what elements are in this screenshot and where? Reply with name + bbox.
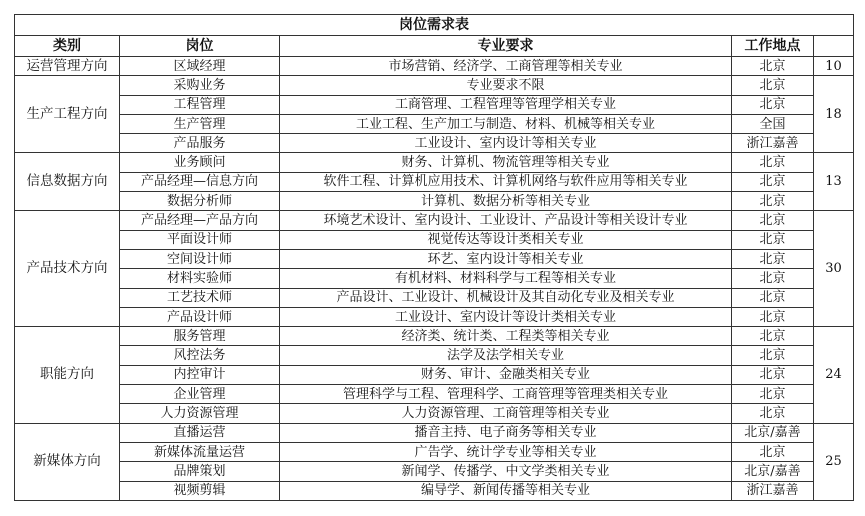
position-cell: 服务管理: [120, 327, 280, 346]
header-count: [814, 36, 854, 57]
table-row: [15, 365, 854, 384]
location-cell: 北京: [732, 57, 814, 76]
location-cell: 全国: [732, 114, 814, 133]
table-row: [15, 192, 854, 211]
location-cell: 北京: [732, 385, 814, 404]
location-cell: 北京: [732, 192, 814, 211]
location-cell: 北京: [732, 269, 814, 288]
position-cell: 产品服务: [120, 134, 280, 153]
position-cell: 风控法务: [120, 346, 280, 365]
headcount-cell: 30: [814, 211, 854, 327]
requirement-cell: 财务、计算机、物流管理等相关专业: [280, 153, 732, 172]
requirement-cell: 有机材料、材料科学与工程等相关专业: [280, 269, 732, 288]
position-cell: 产品经理—产品方向: [120, 211, 280, 230]
table-row: [15, 423, 854, 442]
table-row: [15, 327, 854, 346]
requirement-cell: 工业设计、室内设计等相关专业: [280, 134, 732, 153]
position-cell: 数据分析师: [120, 192, 280, 211]
category-cell: 产品技术方向: [15, 211, 120, 327]
requirement-cell: 产品设计、工业设计、机械设计及其自动化专业及相关专业: [280, 288, 732, 307]
category-cell: 信息数据方向: [15, 153, 120, 211]
requirement-cell: 编导学、新闻传播等相关专业: [280, 481, 732, 500]
table-row: [15, 95, 854, 114]
position-cell: 品牌策划: [120, 462, 280, 481]
header-category: 类别: [15, 36, 120, 57]
requirement-cell: 播音主持、电子商务等相关专业: [280, 423, 732, 442]
category-cell: 新媒体方向: [15, 423, 120, 500]
location-cell: 北京: [732, 211, 814, 230]
location-cell: 北京: [732, 95, 814, 114]
requirement-cell: 市场营销、经济学、工商管理等相关专业: [280, 57, 732, 76]
location-cell: 浙江嘉善: [732, 134, 814, 153]
header-position: 岗位: [120, 36, 280, 57]
job-requirements-table-container: [14, 14, 853, 501]
requirement-cell: 法学及法学相关专业: [280, 346, 732, 365]
table-row: [15, 481, 854, 500]
location-cell: 北京: [732, 230, 814, 249]
table-row: [15, 307, 854, 326]
requirement-cell: 计算机、数据分析等相关专业: [280, 192, 732, 211]
table-row: [15, 442, 854, 461]
position-cell: 平面设计师: [120, 230, 280, 249]
position-cell: 企业管理: [120, 385, 280, 404]
location-cell: 北京/嘉善: [732, 423, 814, 442]
requirement-cell: 广告学、统计学专业等相关专业: [280, 442, 732, 461]
position-cell: 业务顾问: [120, 153, 280, 172]
table-title: 岗位需求表: [15, 15, 854, 36]
table-row: [15, 462, 854, 481]
position-cell: 内控审计: [120, 365, 280, 384]
table-row: [15, 269, 854, 288]
category-cell: 职能方向: [15, 327, 120, 423]
requirement-cell: 环艺、室内设计等相关专业: [280, 249, 732, 268]
location-cell: 北京: [732, 442, 814, 461]
table-row: [15, 57, 854, 76]
table-title-row: [15, 15, 854, 36]
location-cell: 北京: [732, 288, 814, 307]
position-cell: 视频剪辑: [120, 481, 280, 500]
table-row: [15, 172, 854, 191]
requirement-cell: 经济类、统计类、工程类等相关专业: [280, 327, 732, 346]
position-cell: 产品设计师: [120, 307, 280, 326]
location-cell: 北京: [732, 346, 814, 365]
headcount-cell: 25: [814, 423, 854, 500]
table-row: [15, 211, 854, 230]
job-requirements-table: [14, 14, 854, 501]
table-row: [15, 76, 854, 95]
requirement-cell: 软件工程、计算机应用技术、计算机网络与软件应用等相关专业: [280, 172, 732, 191]
header-requirement: 专业要求: [280, 36, 732, 57]
requirement-cell: 工业工程、生产加工与制造、材料、机械等相关专业: [280, 114, 732, 133]
headcount-cell: 18: [814, 76, 854, 153]
table-row: [15, 385, 854, 404]
table-row: [15, 346, 854, 365]
location-cell: 北京: [732, 365, 814, 384]
location-cell: 北京: [732, 172, 814, 191]
requirement-cell: 财务、审计、金融类相关专业: [280, 365, 732, 384]
location-cell: 北京: [732, 404, 814, 423]
headcount-cell: 24: [814, 327, 854, 423]
requirement-cell: 工业设计、室内设计等设计类相关专业: [280, 307, 732, 326]
position-cell: 采购业务: [120, 76, 280, 95]
table-row: [15, 288, 854, 307]
position-cell: 区域经理: [120, 57, 280, 76]
position-cell: 直播运营: [120, 423, 280, 442]
position-cell: 新媒体流量运营: [120, 442, 280, 461]
requirement-cell: 新闻学、传播学、中文学类相关专业: [280, 462, 732, 481]
headcount-cell: 13: [814, 153, 854, 211]
requirement-cell: 人力资源管理、工商管理等相关专业: [280, 404, 732, 423]
requirement-cell: 视觉传达等设计类相关专业: [280, 230, 732, 249]
position-cell: 材料实验师: [120, 269, 280, 288]
headcount-cell: 10: [814, 57, 854, 76]
requirement-cell: 管理科学与工程、管理科学、工商管理等管理类相关专业: [280, 385, 732, 404]
location-cell: 北京: [732, 249, 814, 268]
location-cell: 浙江嘉善: [732, 481, 814, 500]
position-cell: 生产管理: [120, 114, 280, 133]
table-row: [15, 249, 854, 268]
table-row: [15, 134, 854, 153]
table-header-row: [15, 36, 854, 57]
position-cell: 工艺技术师: [120, 288, 280, 307]
category-cell: 生产工程方向: [15, 76, 120, 153]
location-cell: 北京: [732, 327, 814, 346]
table-row: [15, 230, 854, 249]
location-cell: 北京: [732, 307, 814, 326]
table-row: [15, 153, 854, 172]
location-cell: 北京: [732, 153, 814, 172]
position-cell: 产品经理—信息方向: [120, 172, 280, 191]
location-cell: 北京/嘉善: [732, 462, 814, 481]
requirement-cell: 环境艺术设计、室内设计、工业设计、产品设计等相关设计专业: [280, 211, 732, 230]
requirement-cell: 工商管理、工程管理等管理学相关专业: [280, 95, 732, 114]
position-cell: 人力资源管理: [120, 404, 280, 423]
header-location: 工作地点: [732, 36, 814, 57]
requirement-cell: 专业要求不限: [280, 76, 732, 95]
position-cell: 空间设计师: [120, 249, 280, 268]
location-cell: 北京: [732, 76, 814, 95]
table-row: [15, 404, 854, 423]
table-row: [15, 114, 854, 133]
category-cell: 运营管理方向: [15, 57, 120, 76]
position-cell: 工程管理: [120, 95, 280, 114]
